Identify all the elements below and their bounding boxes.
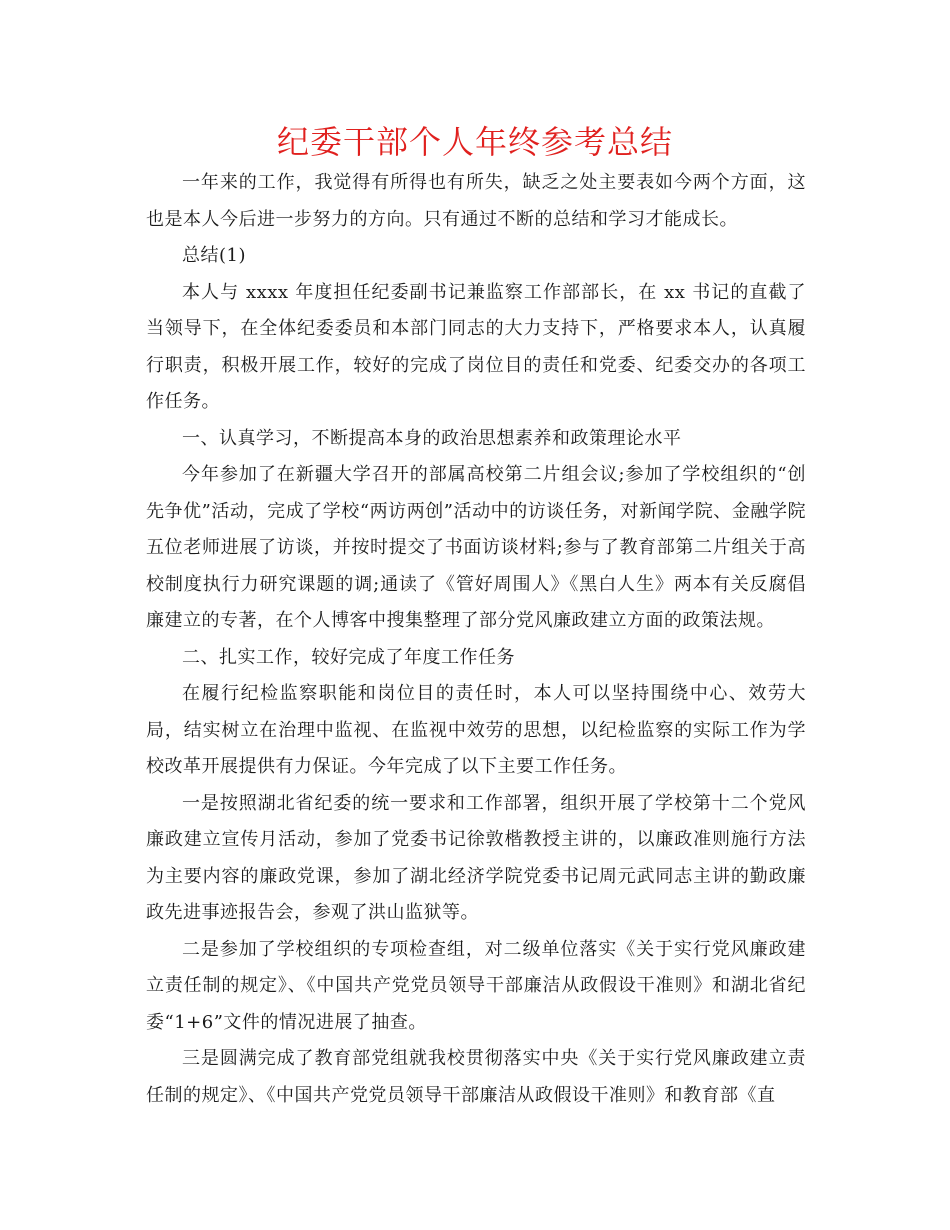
paragraph-study: 今年参加了在新疆大学召开的部属高校第二片组会议;参加了学校组织的“创先争优”活动，完成了学校“两访两创”活动中的访谈任务，对新闻学院、金融学院五位老师进展了访谈，并按时提交了书面访谈材料;参与了教育部第二片组关于高校制度执行力研究课题的调;通读了《管好周围人》《黑白人生》两本有关反腐倡廉建立的专著，在个人博客中搜集整理了部分党风廉政建立方面的政策法规。 <box>146 464 806 631</box>
paragraph-work: 在履行纪检监察职能和岗位目的责任时，本人可以坚持围绕中心、效劳大局，结实树立在治理中监视、在监视中效劳的思想，以纪检监察的实际工作为学校改革开展提供有力保证。今年完成了以下主要工作任务。 <box>146 683 806 777</box>
section-heading-work: 二、扎实工作，较好完成了年度工作任务 <box>182 646 515 668</box>
document-title: 纪委干部个人年终参考总结 <box>276 123 673 161</box>
paragraph-intro: 一年来的工作，我觉得有所得也有所失，缺乏之处主要表如今两个方面，这也是本人今后进一步努力的方向。只有通过不断的总结和学习才能成长。 <box>146 172 806 230</box>
paragraph-overview: 本人与 xxxx 年度担任纪委副书记兼监察工作部部长，在 xx 书记的直截了当领导下，在全体纪委委员和本部门同志的大力支持下，严格要求本人，认真履行职责，积极开展工作，较好的完成了岗位目的责任和党委、纪委交办的各项工作任务。 <box>146 281 806 412</box>
paragraph-item-two: 二是参加了学校组织的专项检查组，对二级单位落实《关于实行党风廉政建立责任制的规定》、《中国共产党党员领导干部廉洁从政假设干准则》和湖北省纪委“1+6”文件的情况进展了抽查。 <box>146 938 806 1033</box>
paragraph-item-three: 三是圆满完成了教育部党组就我校贯彻落实中央《关于实行党风廉政建立责任制的规定》、《中国共产党党员领导干部廉洁从政假设干准则》和教育部《直 <box>146 1048 806 1106</box>
paragraph-summary-heading: 总结(1) <box>182 245 246 266</box>
document-body <box>146 165 806 1114</box>
section-heading-study: 一、认真学习，不断提高本身的政治思想素养和政策理论水平 <box>182 427 682 449</box>
paragraph-item-one: 一是按照湖北省纪委的统一要求和工作部署，组织开展了学校第十二个党风廉政建立宣传月活动，参加了党委书记徐敦楷教授主讲的，以廉政准则施行方法为主要内容的廉政党课，参加了湖北经济学院党委书记周元武同志主讲的勤政廉政先进事迹报告会，参观了洪山监狱等。 <box>146 792 806 923</box>
